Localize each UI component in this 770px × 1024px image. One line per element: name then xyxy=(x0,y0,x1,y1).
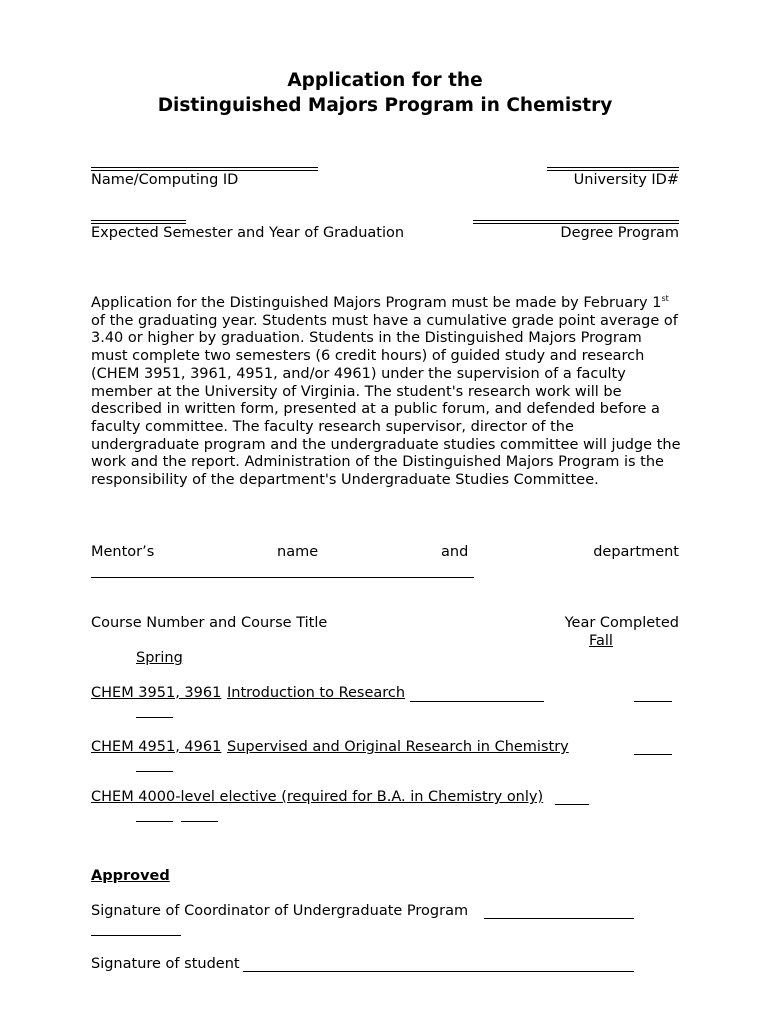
description-text-start: Application for the Distinguished Majors Program must be made by February 1 xyxy=(91,295,662,311)
graduation-label: Expected Semester and Year of Graduation xyxy=(91,225,405,241)
course-1-number: CHEM 3951, 3961 xyxy=(91,685,222,701)
superscript-st: st xyxy=(661,294,669,303)
course-3-extra-field[interactable] xyxy=(181,821,218,822)
form-title-line2: Distinguished Majors Program in Chemistry xyxy=(157,95,613,116)
fall-header: Fall xyxy=(589,633,613,649)
course-header-left: Course Number and Course Title xyxy=(91,615,328,631)
description-text-rest: of the graduating year. Students must have a cumulative grade point average of 3.40 or higher by graduation. Students in the Distinguished Majors Program must complete two semesters (6 credit hours) of guided study and research (CHEM 3951, 3961, 4951, and/or 4961) under the supervision of a faculty member at the University of Virginia. The student's research work will be described in written form, presented at a public forum, and defended before a faculty committee. The faculty research supervisor, director of the undergraduate program and the undergraduate studies committee will judge the work and the report. Administration of the Distinguished Majors Program is the responsibility of the department's Undergraduate Studies Committee. xyxy=(91,312,681,489)
university-id-field-line[interactable] xyxy=(547,167,679,171)
degree-program-field-line[interactable] xyxy=(473,220,679,224)
course-3-fall-field[interactable] xyxy=(555,804,589,805)
student-signature-line[interactable] xyxy=(243,971,634,972)
course-2-title: Supervised and Original Research in Chemistry xyxy=(227,739,569,755)
graduation-field-line[interactable] xyxy=(91,220,186,224)
course-3-spring-field[interactable] xyxy=(136,821,173,822)
course-1-spring-field[interactable] xyxy=(136,717,173,718)
mentor-word-4: department xyxy=(593,544,679,560)
course-2-spring-field[interactable] xyxy=(136,771,173,772)
course-3-number: CHEM 4000-level elective (required for B.A. in Chemistry only) xyxy=(91,789,544,805)
course-1-fall-field[interactable] xyxy=(634,701,672,702)
program-description xyxy=(91,295,681,490)
university-id-label: University ID# xyxy=(573,172,679,188)
course-1-title-line xyxy=(410,701,544,702)
mentor-word-3: and xyxy=(441,544,469,560)
coordinator-signature-label: Signature of Coordinator of Undergraduate Program xyxy=(91,903,469,919)
degree-program-label: Degree Program xyxy=(560,225,679,241)
student-signature-label: Signature of student xyxy=(91,956,240,972)
mentor-field-line[interactable] xyxy=(91,577,474,578)
approved-heading: Approved xyxy=(91,868,170,884)
mentor-word-2: name xyxy=(277,544,319,560)
name-field-line[interactable] xyxy=(91,167,318,171)
course-1-title: Introduction to Research xyxy=(227,685,406,701)
coordinator-signature-line[interactable] xyxy=(484,918,634,919)
form-title-line1: Application for the xyxy=(287,70,483,91)
course-2-fall-field[interactable] xyxy=(634,754,672,755)
course-2-number: CHEM 4951, 4961 xyxy=(91,739,222,755)
year-completed-header: Year Completed xyxy=(564,615,679,631)
coordinator-signature-line-cont[interactable] xyxy=(91,935,181,936)
name-label: Name/Computing ID xyxy=(91,172,239,188)
spring-header: Spring xyxy=(136,650,183,666)
mentor-word-1: Mentor’s xyxy=(91,544,155,560)
